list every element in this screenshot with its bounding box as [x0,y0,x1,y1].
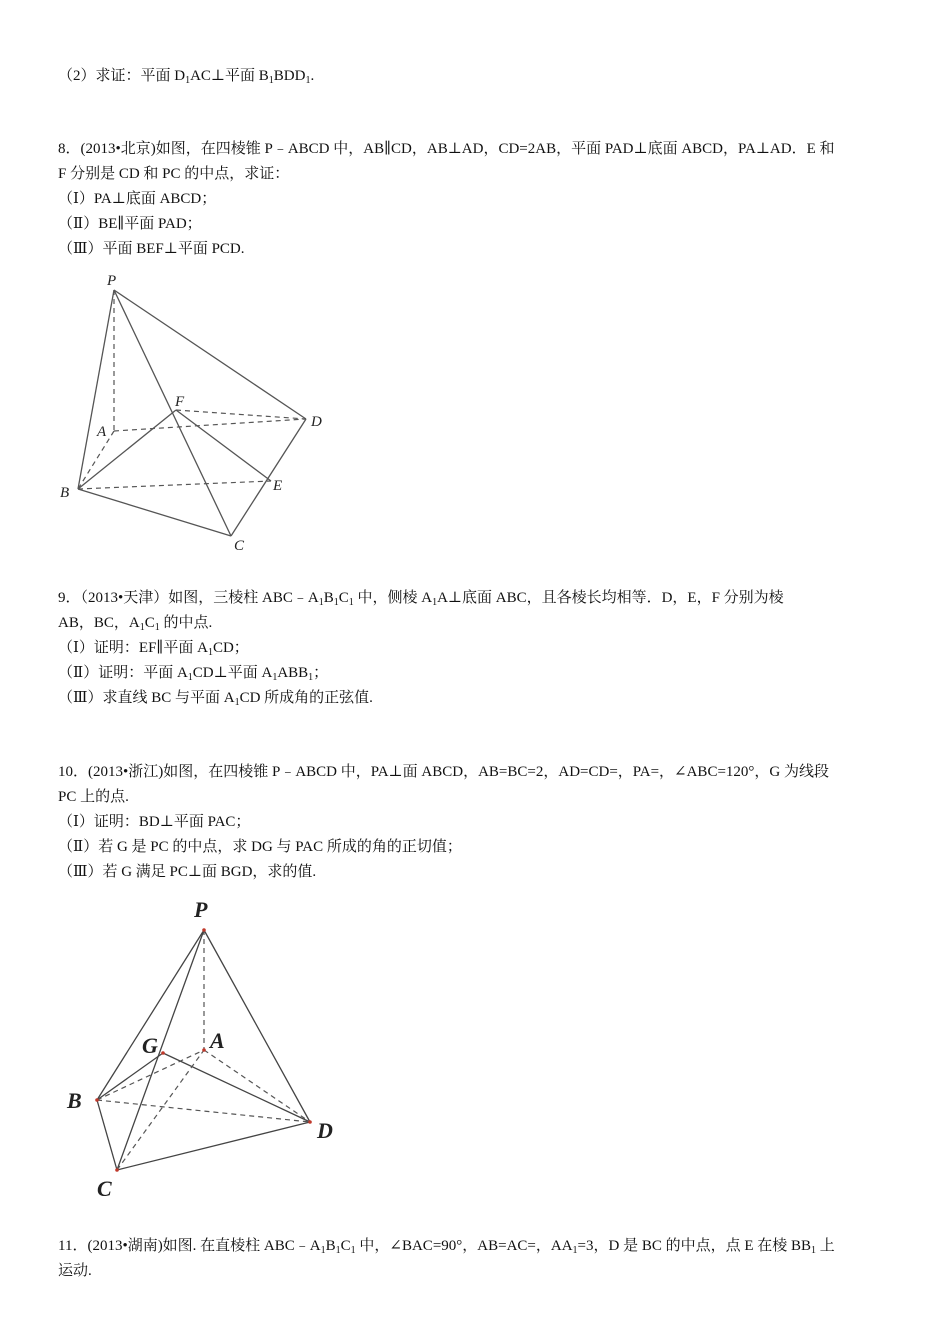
q10-label-A: A [210,1028,225,1053]
q8-label-B: B [60,485,70,501]
q8-label-E: E [273,478,283,494]
q11-stem-line1: 11．(2013•湖南)如图. 在直棱柱 $ABC﹣A_1B_1C_1$ 中，∠BAC=90°，AB=AC=，$AA_1=3$，D 是 BC 的中点，点 E 在棱 $BB_1$ 上 [58,1238,835,1256]
q10-label-P: P [194,897,208,922]
q10-stem-line2: PC 上的点. [58,789,129,805]
q9-part2: （Ⅱ）证明：平面 $A_1CD\perp$平面 $A_1ABB_1$； [58,665,329,683]
q8-pyramid-figure [40,265,350,560]
q9-stem-line2: AB，BC，$A_1C_1$ 的中点. [58,615,213,633]
q8-label-C: C [234,538,245,554]
q10-label-G: G [142,1033,158,1058]
q10-part1: （Ⅰ）证明：BD⊥平面 PAC； [58,814,251,830]
q8-stem-line1: 8．(2013•北京)如图，在四棱锥 P﹣ABCD 中，AB∥CD，AB⊥AD，CD=2AB，平面 PAD⊥底面 ABCD，PA⊥AD．E 和 [58,141,835,157]
q9-part1: （Ⅰ）证明：EF∥平面 $A_1CD$； [58,640,249,658]
q7-part2: （2）求证：平面 $D_1AC\perp$平面 $B_1BDD_1$. [58,68,315,86]
q8-label-F: F [175,394,185,410]
q10-part3: （Ⅲ）若 G 满足 PC⊥面 BGD，求的值. [58,864,317,880]
q10-stem-line1: 10．(2013•浙江)如图，在四棱锥 P﹣ABCD 中，PA⊥面 ABCD，AB=BC=2，AD=CD=，PA=，∠ABC=120°，G 为线段 [58,764,829,780]
q10-label-D: D [317,1118,333,1143]
q9-part3: （Ⅲ）求直线 BC 与平面 $A_1CD$ 所成角的正弦值. [58,690,373,708]
q8-stem-line2: F 分别是 CD 和 PC 的中点，求证： [58,166,290,182]
q8-part2: （Ⅱ）BE∥平面 PAD； [58,216,202,232]
q8-label-A: A [97,424,107,440]
q8-label-P: P [107,273,117,289]
q10-part2: （Ⅱ）若 G 是 PC 的中点，求 DG 与 PAC 所成的角的正切值； [58,839,462,855]
q10-pyramid-figure [55,895,355,1205]
q8-part1: （Ⅰ）PA⊥底面 ABCD； [58,191,217,207]
q8-label-D: D [311,414,322,430]
q11-stem-line2: 运动. [58,1263,92,1279]
q10-label-C: C [97,1176,112,1201]
q10-label-B: B [67,1088,82,1113]
q8-part3: （Ⅲ）平面 BEF⊥平面 PCD. [58,241,245,257]
q9-stem-line1: 9．（2013•天津）如图，三棱柱 $ABC﹣A_1B_1C_1$ 中，侧棱 $A_1A\perp$底面 ABC，且各棱长均相等．D，E，F 分别为棱 [58,590,784,608]
